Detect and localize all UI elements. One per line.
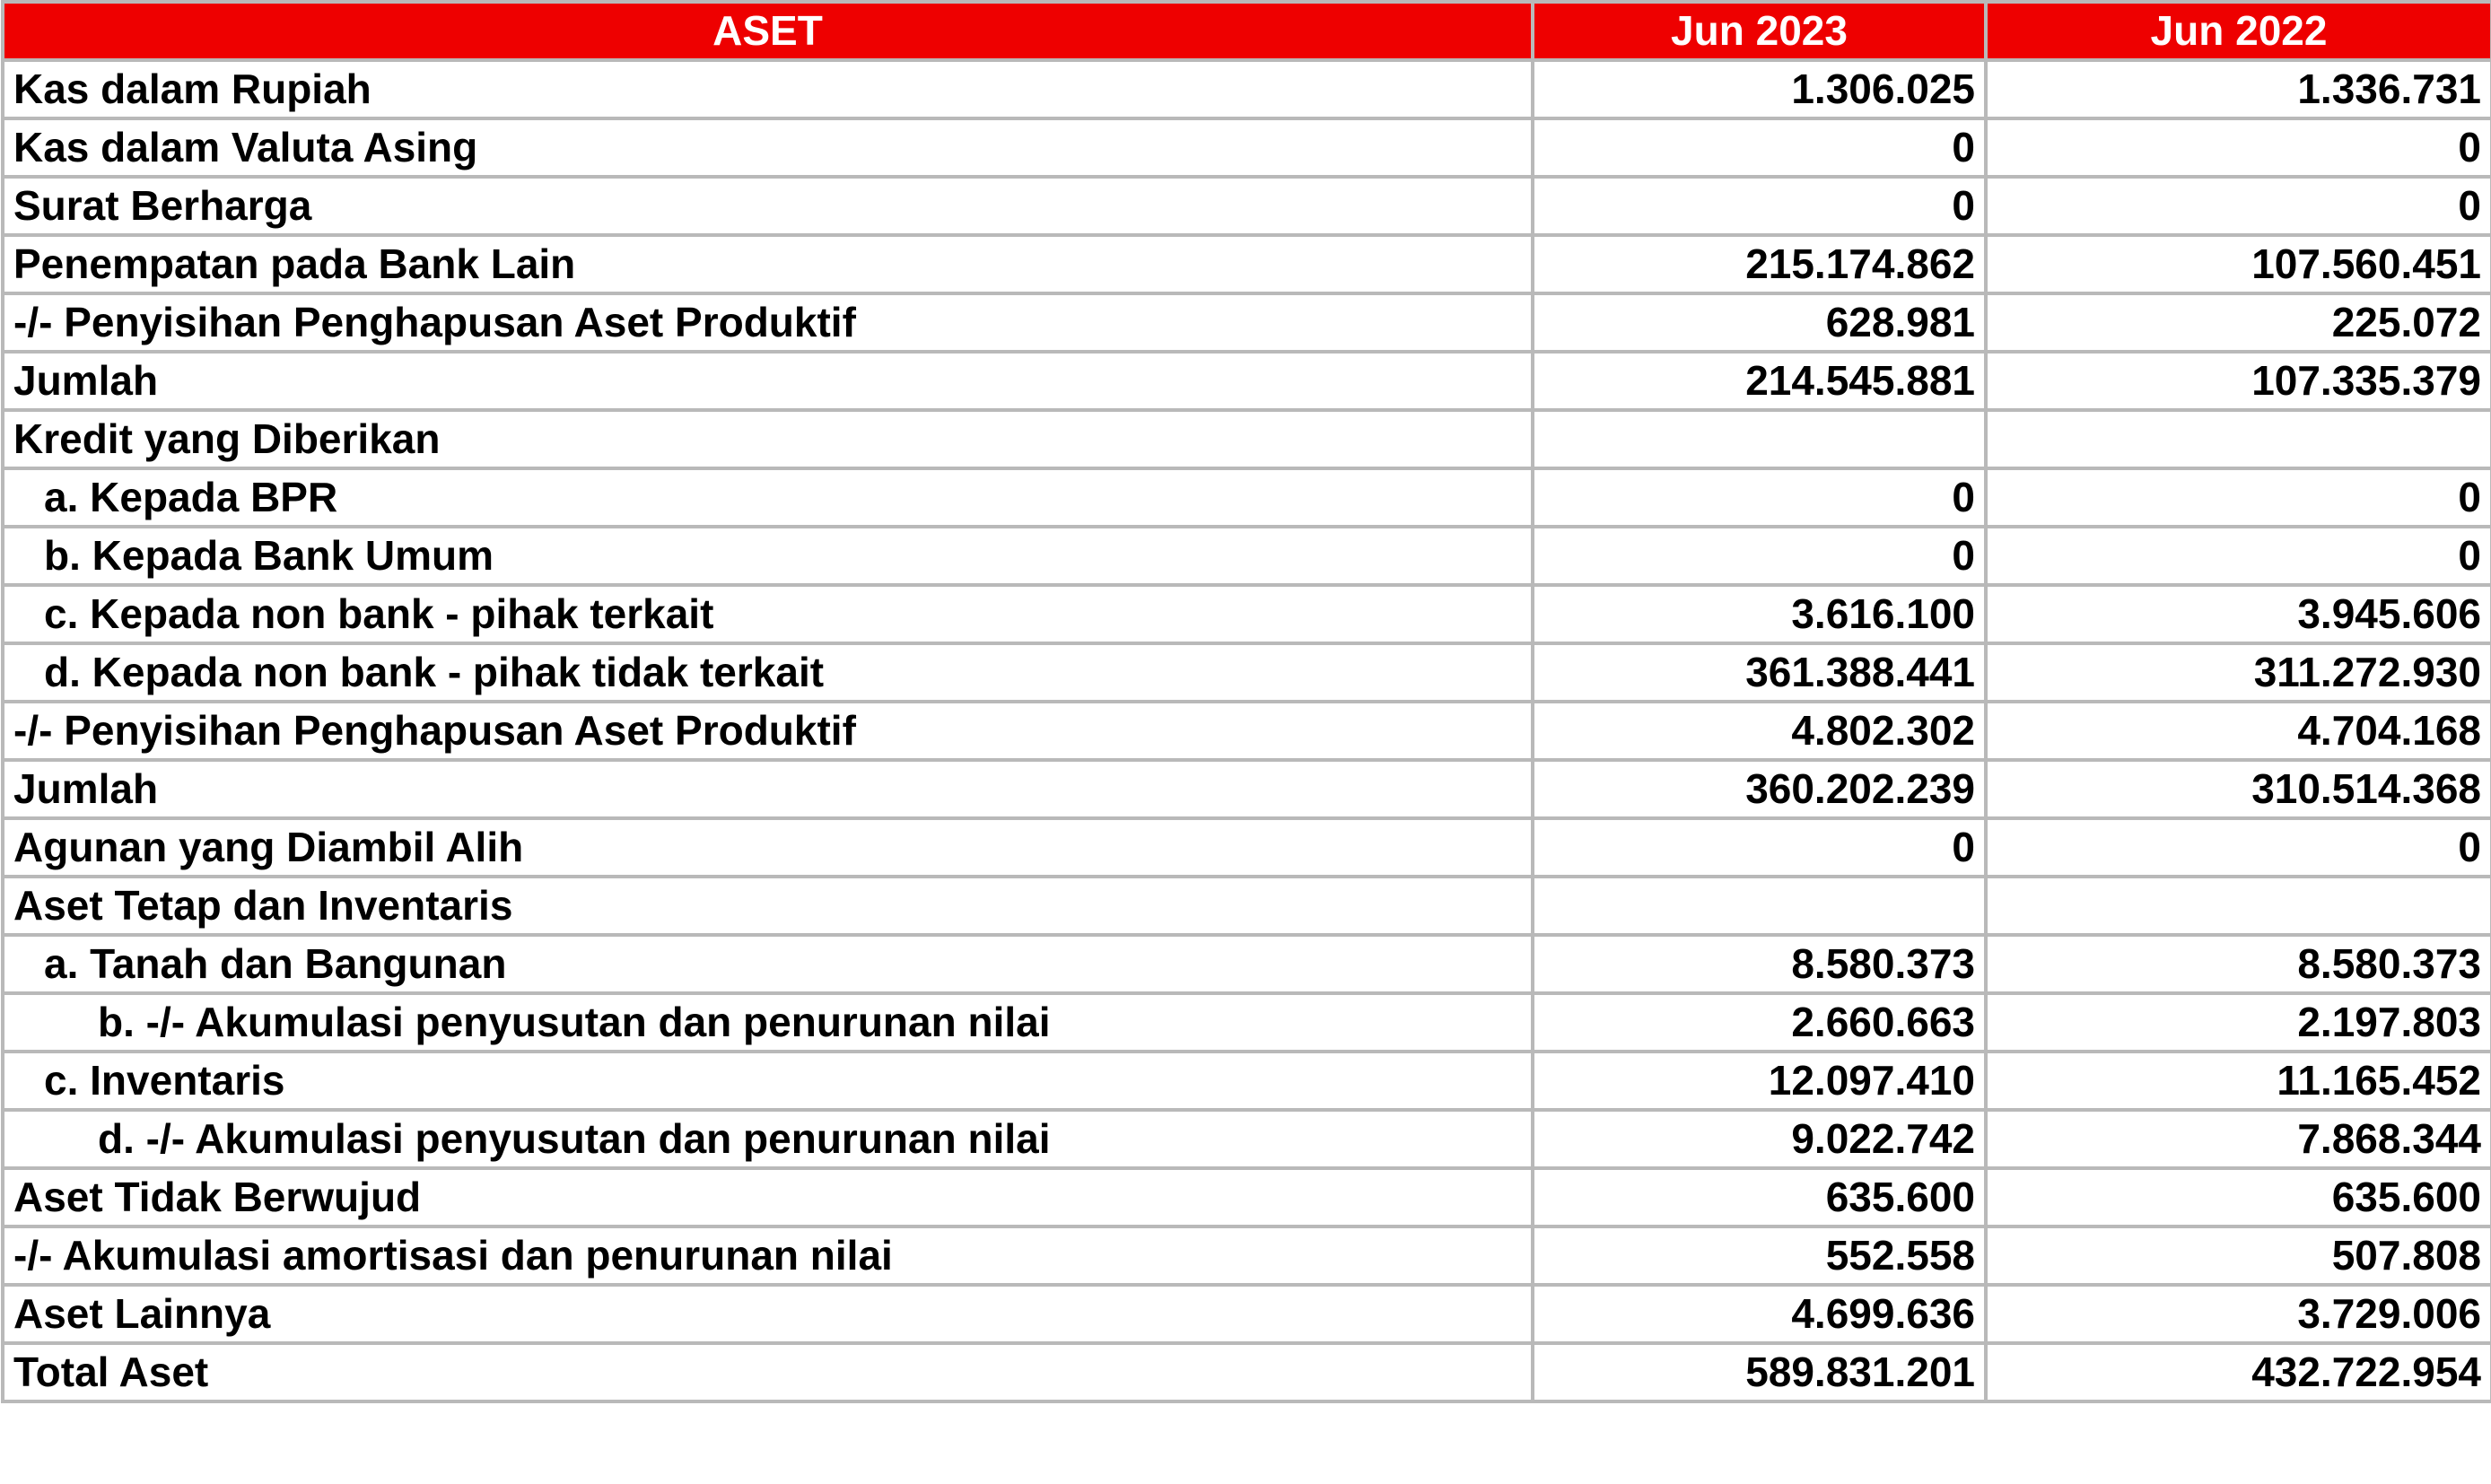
- value-jun-2022[interactable]: 4.704.168: [1986, 702, 2491, 760]
- value-jun-2022[interactable]: 311.272.930: [1986, 643, 2491, 702]
- row-label[interactable]: Kas dalam Valuta Asing: [3, 118, 1533, 177]
- value-jun-2023[interactable]: 12.097.410: [1533, 1052, 1986, 1110]
- value-jun-2022[interactable]: 107.335.379: [1986, 352, 2491, 410]
- row-label[interactable]: Agunan yang Diambil Alih: [3, 818, 1533, 877]
- table-row: [3, 993, 2491, 1052]
- value-jun-2022[interactable]: 0: [1986, 468, 2491, 527]
- table-body: [3, 60, 2491, 1401]
- value-jun-2022[interactable]: [1986, 410, 2491, 468]
- value-jun-2022[interactable]: 507.808: [1986, 1226, 2491, 1285]
- value-jun-2022[interactable]: 7.868.344: [1986, 1110, 2491, 1168]
- value-jun-2022[interactable]: 3.729.006: [1986, 1285, 2491, 1343]
- row-label[interactable]: -/- Penyisihan Penghapusan Aset Produktif: [3, 702, 1533, 760]
- value-jun-2022[interactable]: 432.722.954: [1986, 1343, 2491, 1401]
- table-row: [3, 1285, 2491, 1343]
- value-jun-2022[interactable]: [1986, 877, 2491, 935]
- row-label[interactable]: Total Aset: [3, 1343, 1533, 1401]
- row-label[interactable]: c. Kepada non bank - pihak terkait: [3, 585, 1533, 643]
- value-jun-2022[interactable]: 3.945.606: [1986, 585, 2491, 643]
- value-jun-2023[interactable]: 0: [1533, 468, 1986, 527]
- value-jun-2023[interactable]: 0: [1533, 818, 1986, 877]
- value-jun-2023[interactable]: 635.600: [1533, 1168, 1986, 1226]
- value-jun-2023[interactable]: 9.022.742: [1533, 1110, 1986, 1168]
- row-label[interactable]: Aset Tetap dan Inventaris: [3, 877, 1533, 935]
- table-row: [3, 877, 2491, 935]
- value-jun-2022[interactable]: 8.580.373: [1986, 935, 2491, 993]
- value-jun-2022[interactable]: 107.560.451: [1986, 235, 2491, 293]
- value-jun-2023[interactable]: 589.831.201: [1533, 1343, 1986, 1401]
- value-jun-2022[interactable]: 0: [1986, 177, 2491, 235]
- row-label[interactable]: -/- Penyisihan Penghapusan Aset Produktif: [3, 293, 1533, 352]
- value-jun-2022[interactable]: 2.197.803: [1986, 993, 2491, 1052]
- row-label[interactable]: Jumlah: [3, 352, 1533, 410]
- value-jun-2023[interactable]: 8.580.373: [1533, 935, 1986, 993]
- value-jun-2023[interactable]: 214.545.881: [1533, 352, 1986, 410]
- table-row: [3, 468, 2491, 527]
- row-label[interactable]: Jumlah: [3, 760, 1533, 818]
- value-jun-2023[interactable]: [1533, 410, 1986, 468]
- row-label[interactable]: d. Kepada non bank - pihak tidak terkait: [3, 643, 1533, 702]
- row-label[interactable]: -/- Akumulasi amortisasi dan penurunan nilai: [3, 1226, 1533, 1285]
- value-jun-2023[interactable]: 0: [1533, 177, 1986, 235]
- header-jun-2023[interactable]: Jun 2023: [1533, 2, 1986, 60]
- table-row: [3, 410, 2491, 468]
- row-label[interactable]: a. Kepada BPR: [3, 468, 1533, 527]
- table-row: [3, 177, 2491, 235]
- table-row: [3, 1052, 2491, 1110]
- table-row: [3, 1168, 2491, 1226]
- row-label[interactable]: a. Tanah dan Bangunan: [3, 935, 1533, 993]
- row-label[interactable]: c. Inventaris: [3, 1052, 1533, 1110]
- value-jun-2023[interactable]: 1.306.025: [1533, 60, 1986, 118]
- row-label[interactable]: b. Kepada Bank Umum: [3, 527, 1533, 585]
- table-row: [3, 118, 2491, 177]
- row-label[interactable]: Penempatan pada Bank Lain: [3, 235, 1533, 293]
- table-row: [3, 352, 2491, 410]
- value-jun-2023[interactable]: 628.981: [1533, 293, 1986, 352]
- row-label[interactable]: Aset Tidak Berwujud: [3, 1168, 1533, 1226]
- value-jun-2023[interactable]: 361.388.441: [1533, 643, 1986, 702]
- value-jun-2022[interactable]: 0: [1986, 818, 2491, 877]
- value-jun-2023[interactable]: 4.699.636: [1533, 1285, 1986, 1343]
- value-jun-2022[interactable]: 11.165.452: [1986, 1052, 2491, 1110]
- table-row: [3, 702, 2491, 760]
- row-label[interactable]: d. -/- Akumulasi penyusutan dan penurunan nilai: [3, 1110, 1533, 1168]
- balance-sheet-assets-table: [1, 0, 2491, 1403]
- table-row: [3, 585, 2491, 643]
- value-jun-2023[interactable]: [1533, 877, 1986, 935]
- table-row: [3, 1343, 2491, 1401]
- value-jun-2022[interactable]: 0: [1986, 118, 2491, 177]
- value-jun-2023[interactable]: 3.616.100: [1533, 585, 1986, 643]
- row-label[interactable]: Kas dalam Rupiah: [3, 60, 1533, 118]
- value-jun-2022[interactable]: 225.072: [1986, 293, 2491, 352]
- table-row: [3, 818, 2491, 877]
- table-row: [3, 1226, 2491, 1285]
- value-jun-2023[interactable]: 0: [1533, 527, 1986, 585]
- row-label[interactable]: Aset Lainnya: [3, 1285, 1533, 1343]
- value-jun-2023[interactable]: 552.558: [1533, 1226, 1986, 1285]
- header-aset[interactable]: ASET: [3, 2, 1533, 60]
- table-row: [3, 293, 2491, 352]
- value-jun-2022[interactable]: 635.600: [1986, 1168, 2491, 1226]
- table-row: [3, 527, 2491, 585]
- table-row: [3, 1110, 2491, 1168]
- row-label[interactable]: Surat Berharga: [3, 177, 1533, 235]
- value-jun-2023[interactable]: 0: [1533, 118, 1986, 177]
- value-jun-2023[interactable]: 4.802.302: [1533, 702, 1986, 760]
- value-jun-2022[interactable]: 1.336.731: [1986, 60, 2491, 118]
- table-row: [3, 643, 2491, 702]
- value-jun-2023[interactable]: 2.660.663: [1533, 993, 1986, 1052]
- row-label[interactable]: b. -/- Akumulasi penyusutan dan penurunan nilai: [3, 993, 1533, 1052]
- table-row: [3, 760, 2491, 818]
- header-jun-2022[interactable]: Jun 2022: [1986, 2, 2491, 60]
- value-jun-2022[interactable]: 0: [1986, 527, 2491, 585]
- row-label[interactable]: Kredit yang Diberikan: [3, 410, 1533, 468]
- table-row: [3, 60, 2491, 118]
- table-row: [3, 235, 2491, 293]
- header-row: [3, 2, 2491, 60]
- value-jun-2022[interactable]: 310.514.368: [1986, 760, 2491, 818]
- value-jun-2023[interactable]: 360.202.239: [1533, 760, 1986, 818]
- value-jun-2023[interactable]: 215.174.862: [1533, 235, 1986, 293]
- table-row: [3, 935, 2491, 993]
- table-header: [3, 2, 2491, 60]
